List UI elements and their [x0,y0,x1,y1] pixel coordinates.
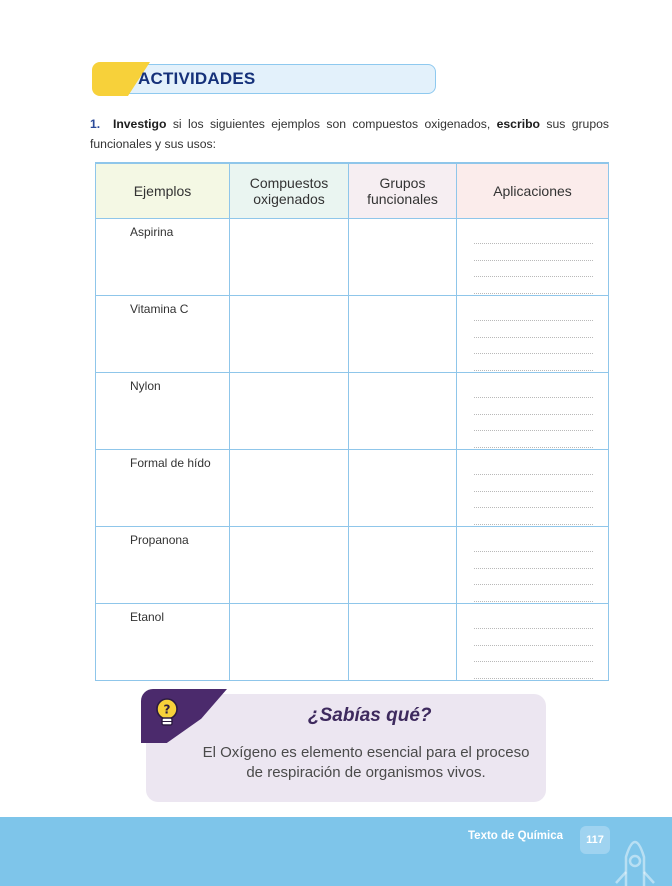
aplicaciones-cell[interactable] [457,372,609,449]
compuesto-cell[interactable] [230,603,349,680]
activities-header [92,62,438,96]
answer-line[interactable] [474,321,593,338]
aplicaciones-cell[interactable] [457,449,609,526]
aplicaciones-cell[interactable] [457,295,609,372]
aplicaciones-cell[interactable] [457,526,609,603]
table-row [96,526,609,603]
grupo-cell[interactable] [349,295,457,372]
aplicaciones-cell[interactable] [457,218,609,295]
answer-line[interactable] [474,382,593,399]
answer-line[interactable] [474,244,593,261]
compuesto-cell[interactable] [230,295,349,372]
instruction-paragraph [90,114,609,154]
footer-book-title: Texto de Química [468,830,564,842]
answer-line[interactable] [474,569,593,586]
grupo-cell[interactable] [349,218,457,295]
grupo-cell[interactable] [349,526,457,603]
answer-line[interactable] [474,552,593,569]
answer-line[interactable] [474,475,593,492]
answer-line[interactable] [474,459,593,476]
grupo-cell[interactable] [349,603,457,680]
rocket-icon [598,817,672,886]
example-name-cell: Etanol [96,603,230,680]
table-row [96,603,609,680]
header-grupos-funcionales: Grupos funcionales [349,163,457,218]
answer-line[interactable] [474,585,593,602]
answer-line[interactable] [474,508,593,525]
svg-text:?: ? [163,702,171,717]
answer-line[interactable] [474,415,593,432]
answer-line[interactable] [474,431,593,448]
answer-line[interactable] [474,398,593,415]
table-header-row [96,163,609,218]
answer-line[interactable] [474,492,593,509]
instruction-text-2: sus grupos funcionales y sus usos: [90,117,609,151]
header-ejemplos: Ejemplos [96,163,230,218]
answer-line[interactable] [474,662,593,679]
example-name-cell: Nylon [96,372,230,449]
aplicaciones-cell[interactable] [457,603,609,680]
answer-line[interactable] [474,228,593,245]
answer-line[interactable] [474,338,593,355]
grupo-cell[interactable] [349,449,457,526]
answer-line[interactable] [474,613,593,630]
instruction-number: 1. [90,117,101,131]
compuesto-cell[interactable] [230,218,349,295]
compuesto-cell[interactable] [230,372,349,449]
instruction-verb-investigo: Investigo [112,117,167,131]
answer-line[interactable] [474,646,593,663]
grupo-cell[interactable] [349,372,457,449]
activities-title: ACTIVIDADES [138,69,256,88]
lightbulb-icon [154,697,180,729]
compuesto-cell[interactable] [230,526,349,603]
table-row [96,218,609,295]
table-row [96,295,609,372]
example-name-cell: Propanona [96,526,230,603]
header-compuestos-oxigenados: Compuestos oxigenados [230,163,349,218]
instruction-verb-escribo: escribo [496,117,540,131]
did-you-know-title: ¿Sabías qué? [308,705,432,726]
answer-line[interactable] [474,261,593,278]
activity-table [95,162,609,681]
answer-line[interactable] [474,277,593,294]
page-number: 117 [580,826,610,854]
table-row [96,372,609,449]
compuesto-cell[interactable] [230,449,349,526]
answer-line[interactable] [474,536,593,553]
answer-line[interactable] [474,305,593,322]
instruction-text-1: si los siguientes ejemplos son compuestos oxigenados, [166,117,497,131]
table-row [96,449,609,526]
answer-line[interactable] [474,629,593,646]
example-name-cell: Vitamina C [96,295,230,372]
example-name-cell: Aspirina [96,218,230,295]
header-aplicaciones: Aplicaciones [457,163,609,218]
answer-line[interactable] [474,354,593,371]
example-name-cell: Formal de hído [96,449,230,526]
did-you-know-text: El Oxígeno es elemento esencial para el proceso de respiración de organismos vivos. [202,744,530,781]
page-footer [0,817,672,886]
